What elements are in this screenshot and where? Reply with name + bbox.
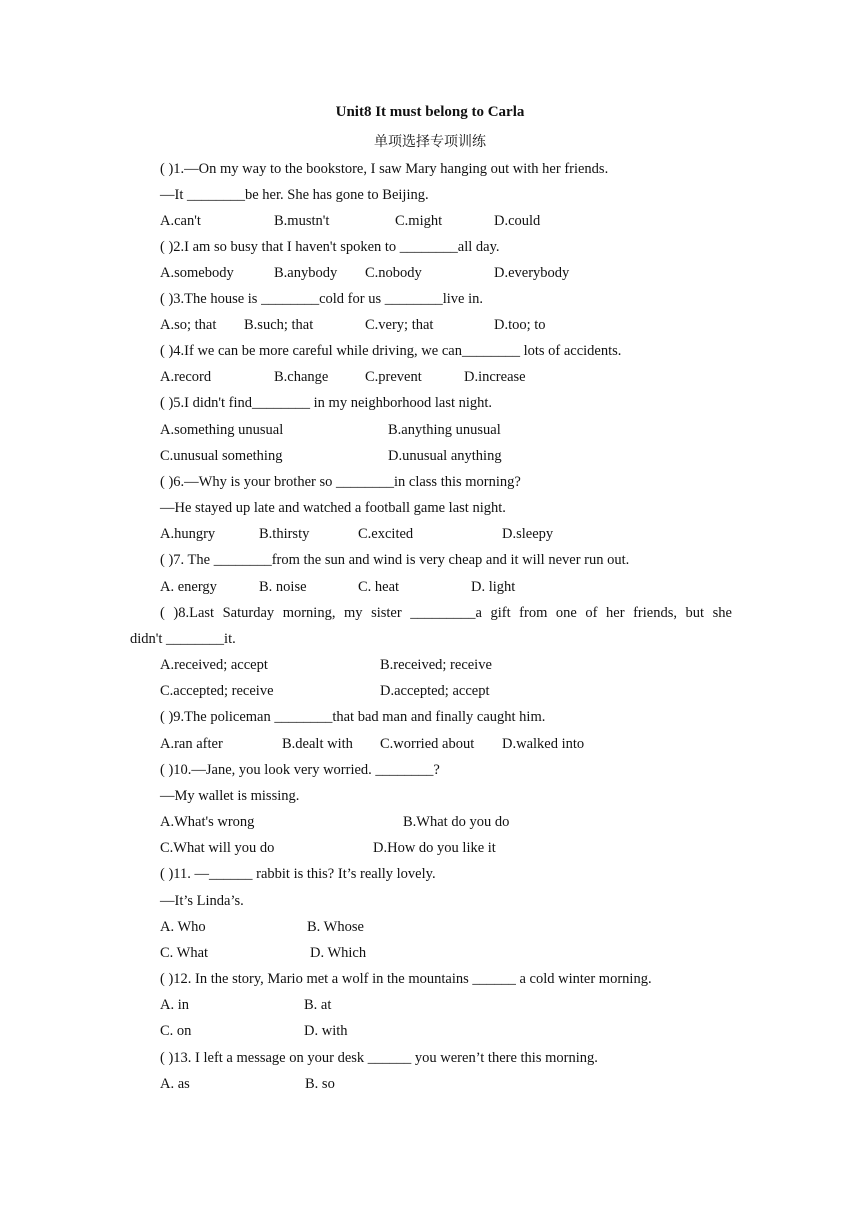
question-8-stem-word: she bbox=[712, 605, 732, 621]
question-8-stem-word: Saturday bbox=[222, 605, 275, 621]
question-1-option-b: B.mustn't bbox=[274, 213, 330, 229]
question-2-stem: ( )2.I am so busy that I haven't spoken to ________all day. bbox=[160, 239, 500, 255]
question-8-stem-continued: didn't ________it. bbox=[130, 631, 236, 647]
question-3-option-d: D.too; to bbox=[494, 317, 546, 333]
question-1-stem: ( )1.—On my way to the bookstore, I saw Mary hanging out with her friends. bbox=[160, 161, 609, 177]
question-8-stem bbox=[160, 604, 732, 622]
question-10-option-d: D.How do you like it bbox=[373, 840, 496, 856]
question-8-stem-word: sister bbox=[371, 605, 402, 621]
question-11-stem: ( )11. —______ rabbit is this? It’s really lovely. bbox=[160, 866, 436, 882]
question-13-stem: ( )13. I left a message on your desk ______ you weren’t there this morning. bbox=[160, 1050, 598, 1066]
question-3-option-a: A.so; that bbox=[160, 317, 217, 333]
question-8-stem-word: my bbox=[344, 605, 363, 621]
question-4-stem: ( )4.If we can be more careful while driving, we can________ lots of accidents. bbox=[160, 343, 622, 359]
question-8-stem-word: friends, bbox=[633, 605, 677, 621]
question-4-option-d: D.increase bbox=[464, 369, 526, 385]
question-2-option-c: C.nobody bbox=[365, 265, 422, 281]
question-5-option-b: B.anything unusual bbox=[388, 422, 501, 438]
question-3-option-c: C.very; that bbox=[365, 317, 434, 333]
question-11-reply: —It’s Linda’s. bbox=[160, 893, 244, 909]
question-6-option-c: C.excited bbox=[358, 526, 414, 542]
question-8-stem-word: her bbox=[606, 605, 625, 621]
question-5-option-d: D.unusual anything bbox=[388, 448, 502, 464]
question-8-option-a: A.received; accept bbox=[160, 657, 268, 673]
question-8-stem-word: of bbox=[585, 605, 598, 621]
question-8-stem-word: one bbox=[555, 605, 577, 621]
question-8-stem-word: _________a bbox=[410, 605, 482, 621]
question-8-stem-word: ( bbox=[160, 605, 165, 621]
question-12-option-a: A. in bbox=[160, 997, 189, 1013]
question-7-stem: ( )7. The ________from the sun and wind is very cheap and it will never run out. bbox=[160, 552, 630, 568]
question-2-option-b: B.anybody bbox=[274, 265, 338, 281]
question-10-option-b: B.What do you do bbox=[403, 814, 510, 830]
question-8-stem-word: but bbox=[685, 605, 705, 621]
question-9-option-d: D.walked into bbox=[502, 736, 585, 752]
question-9-option-a: A.ran after bbox=[160, 736, 223, 752]
question-8-stem-word: morning, bbox=[282, 605, 336, 621]
question-6-reply: —He stayed up late and watched a football game last night. bbox=[160, 500, 506, 516]
question-3-option-b: B.such; that bbox=[244, 317, 314, 333]
question-13-option-b: B. so bbox=[305, 1076, 335, 1092]
question-6-stem: ( )6.—Why is your brother so ________in class this morning? bbox=[160, 474, 521, 490]
document-subtitle: 单项选择专项训练 bbox=[374, 134, 486, 150]
question-11-option-b: B. Whose bbox=[307, 919, 364, 935]
question-1-option-d: D.could bbox=[494, 213, 541, 229]
question-8-option-d: D.accepted; accept bbox=[380, 683, 490, 699]
question-11-option-a: A. Who bbox=[160, 919, 206, 935]
question-9-stem: ( )9.The policeman ________that bad man and finally caught him. bbox=[160, 709, 546, 725]
document-title: Unit8 It must belong to Carla bbox=[335, 104, 525, 120]
question-12-option-d: D. with bbox=[304, 1023, 348, 1039]
question-8-option-c: C.accepted; receive bbox=[160, 683, 274, 699]
question-1-option-c: C.might bbox=[395, 213, 443, 229]
question-13-option-a: A. as bbox=[160, 1076, 190, 1092]
question-7-option-a: A. energy bbox=[160, 579, 217, 595]
question-4-option-b: B.change bbox=[274, 369, 329, 385]
question-9-option-c: C.worried about bbox=[380, 736, 475, 752]
question-6-option-d: D.sleepy bbox=[502, 526, 554, 542]
question-8-stem-word: from bbox=[519, 605, 548, 621]
question-8-option-b: B.received; receive bbox=[380, 657, 492, 673]
question-6-option-a: A.hungry bbox=[160, 526, 216, 542]
question-2-option-a: A.somebody bbox=[160, 265, 234, 281]
question-10-stem: ( )10.—Jane, you look very worried. ________? bbox=[160, 762, 440, 778]
question-3-stem: ( )3.The house is ________cold for us ________live in. bbox=[160, 291, 483, 307]
question-12-stem: ( )12. In the story, Mario met a wolf in the mountains ______ a cold winter morning. bbox=[160, 971, 652, 987]
question-10-option-a: A.What's wrong bbox=[160, 814, 255, 830]
question-4-option-a: A.record bbox=[160, 369, 212, 385]
question-7-option-d: D. light bbox=[471, 579, 516, 595]
question-8-stem-word: )8.Last bbox=[173, 605, 215, 621]
question-9-option-b: B.dealt with bbox=[282, 736, 353, 752]
question-5-option-c: C.unusual something bbox=[160, 448, 283, 464]
question-7-option-b: B. noise bbox=[259, 579, 307, 595]
question-10-option-c: C.What will you do bbox=[160, 840, 275, 856]
question-12-option-c: C. on bbox=[160, 1023, 192, 1039]
question-8-stem-word: gift bbox=[490, 605, 511, 621]
question-11-option-c: C. What bbox=[160, 945, 209, 961]
question-11-option-d: D. Which bbox=[310, 945, 367, 961]
question-1-reply: —It ________be her. She has gone to Beijing. bbox=[160, 187, 429, 203]
question-5-option-a: A.something unusual bbox=[160, 422, 284, 438]
question-2-option-d: D.everybody bbox=[494, 265, 570, 281]
question-4-option-c: C.prevent bbox=[365, 369, 422, 385]
question-1-option-a: A.can't bbox=[160, 213, 201, 229]
question-7-option-c: C. heat bbox=[358, 579, 400, 595]
question-12-option-b: B. at bbox=[304, 997, 332, 1013]
question-10-reply: —My wallet is missing. bbox=[160, 788, 300, 804]
question-5-stem: ( )5.I didn't find________ in my neighborhood last night. bbox=[160, 395, 493, 411]
question-6-option-b: B.thirsty bbox=[259, 526, 310, 542]
